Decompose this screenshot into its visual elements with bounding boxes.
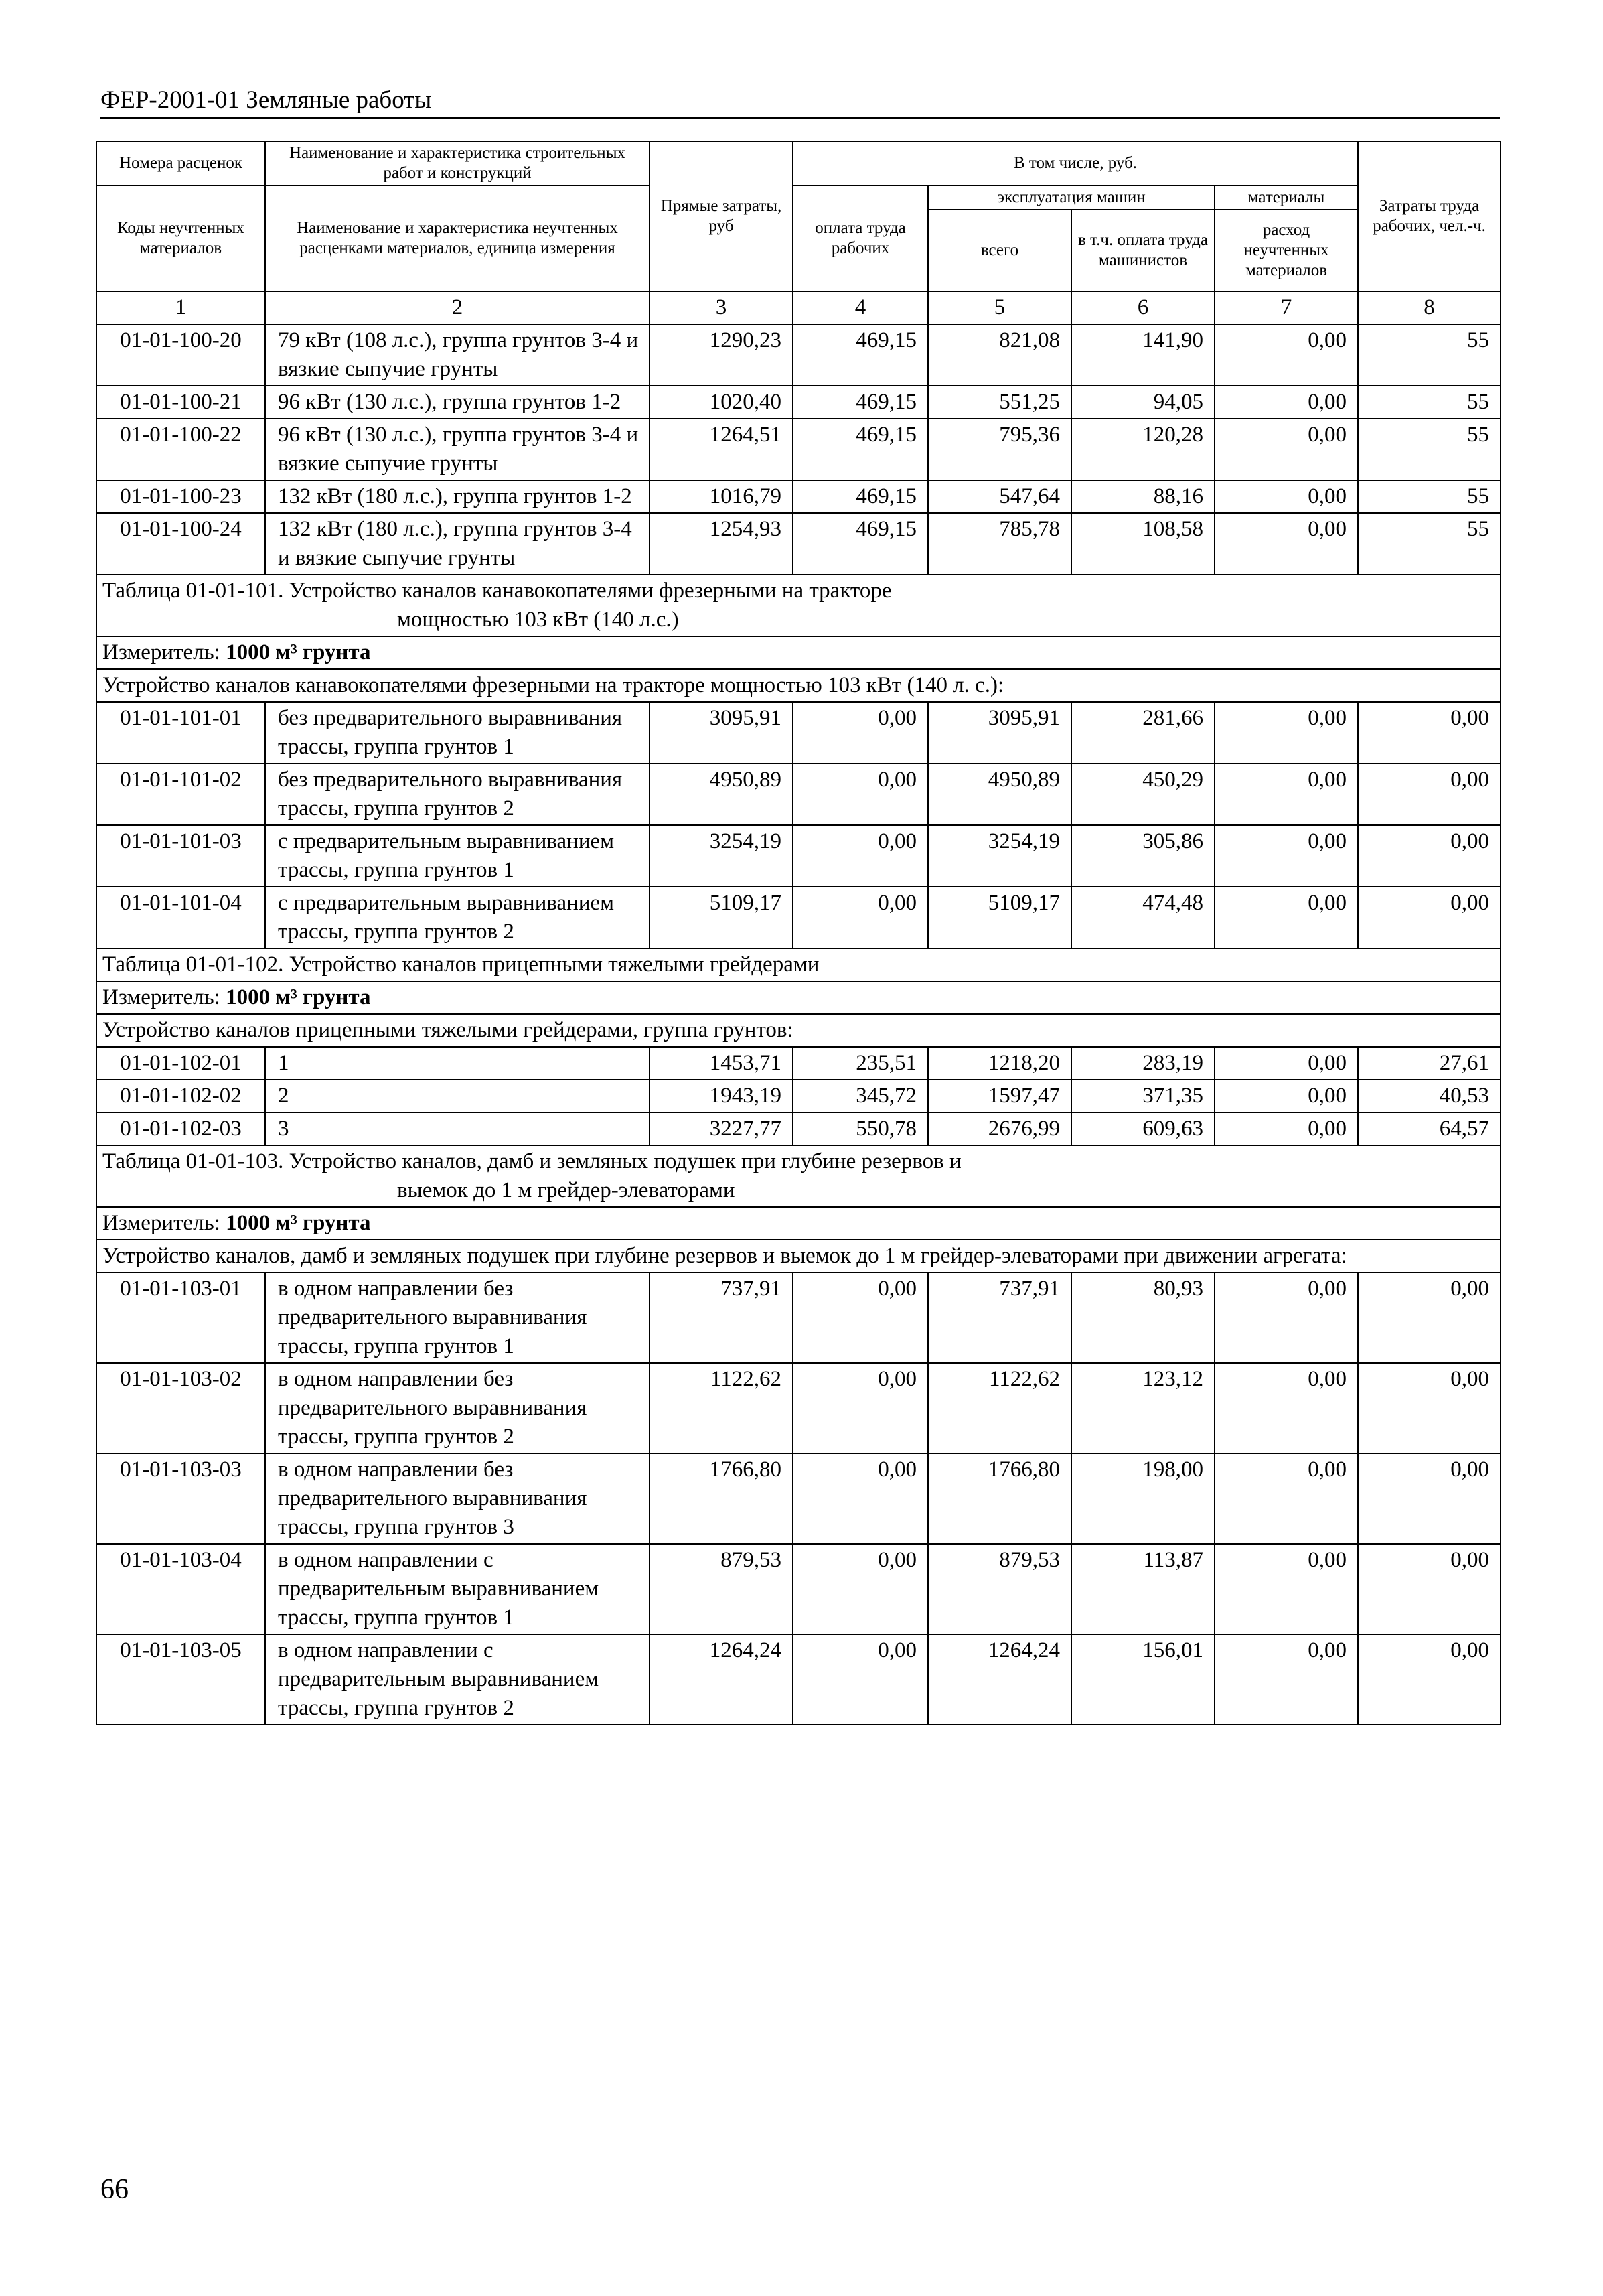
direct-costs: 3095,91 — [650, 702, 793, 764]
rate-description: 3 — [265, 1113, 650, 1145]
rates-table-frame — [96, 141, 1500, 2150]
labor-hours: 55 — [1358, 386, 1501, 419]
machine-total: 1264,24 — [928, 1634, 1071, 1725]
direct-costs: 1016,79 — [650, 480, 793, 513]
direct-costs: 5109,17 — [650, 887, 793, 948]
table-row — [96, 513, 1501, 575]
col-number: 6 — [1071, 291, 1215, 324]
labor-pay: 0,00 — [793, 1363, 928, 1453]
table-103 — [96, 1145, 1501, 1273]
header-rate-numbers: Номера расценок — [96, 141, 265, 186]
rate-description: 79 кВт (108 л.с.), группа грунтов 3-4 и вязкие сыпучие грунты — [265, 324, 650, 386]
table-103-title — [96, 1145, 1501, 1207]
rate-code: 01-01-103-01 — [96, 1273, 265, 1363]
materials: 0,00 — [1215, 480, 1358, 513]
rate-description: без предварительного выравнивания трассы, группа грунтов 2 — [265, 764, 650, 825]
materials: 0,00 — [1215, 1113, 1358, 1145]
materials: 0,00 — [1215, 1453, 1358, 1544]
header-machine-total: всего — [928, 210, 1071, 291]
rate-code: 01-01-100-20 — [96, 324, 265, 386]
labor-hours: 40,53 — [1358, 1080, 1501, 1113]
rate-code: 01-01-101-04 — [96, 887, 265, 948]
table-101-title — [96, 575, 1501, 636]
direct-costs: 1264,24 — [650, 1634, 793, 1725]
rate-description: 1 — [265, 1047, 650, 1080]
rate-code: 01-01-102-03 — [96, 1113, 265, 1145]
col-number: 2 — [265, 291, 650, 324]
labor-pay: 0,00 — [793, 1273, 928, 1363]
direct-costs: 879,53 — [650, 1544, 793, 1634]
rates-body-table — [96, 291, 1501, 1725]
materials: 0,00 — [1215, 764, 1358, 825]
meter-label: Измеритель: — [102, 640, 220, 664]
table-101-rows — [96, 702, 1501, 948]
labor-hours: 27,61 — [1358, 1047, 1501, 1080]
labor-pay: 469,15 — [793, 324, 928, 386]
rate-description: 132 кВт (180 л.с.), группа грунтов 1-2 — [265, 480, 650, 513]
table-101 — [96, 575, 1501, 702]
table-102-title — [96, 948, 1501, 981]
rate-description: без предварительного выравнивания трассы, группа грунтов 1 — [265, 702, 650, 764]
machine-total: 785,78 — [928, 513, 1071, 575]
table-103-group: Устройство каналов, дамб и земляных подушек при глубине резервов и выемок до 1 м грейдер-элеваторами при движении агрегата: — [96, 1240, 1501, 1273]
machine-labor: 474,48 — [1071, 887, 1215, 948]
materials: 0,00 — [1215, 1047, 1358, 1080]
col-number: 3 — [650, 291, 793, 324]
direct-costs: 737,91 — [650, 1273, 793, 1363]
machine-labor: 371,35 — [1071, 1080, 1215, 1113]
labor-hours: 55 — [1358, 480, 1501, 513]
machine-labor: 283,19 — [1071, 1047, 1215, 1080]
col-number: 8 — [1358, 291, 1501, 324]
machine-total: 2676,99 — [928, 1113, 1071, 1145]
table-row — [96, 419, 1501, 480]
machine-total: 5109,17 — [928, 887, 1071, 948]
machine-labor: 94,05 — [1071, 386, 1215, 419]
table-row — [96, 1363, 1501, 1453]
header-labor-pay: оплата труда рабочих — [793, 186, 928, 291]
materials: 0,00 — [1215, 1363, 1358, 1453]
table-row — [96, 1080, 1501, 1113]
machine-labor: 156,01 — [1071, 1634, 1215, 1725]
rate-description: в одном направлении с предварительным выравниванием трассы, группа грунтов 1 — [265, 1544, 650, 1634]
table-row — [96, 480, 1501, 513]
direct-costs: 1254,93 — [650, 513, 793, 575]
header-materials: материалы — [1215, 186, 1358, 210]
table-row — [96, 324, 1501, 386]
rate-code: 01-01-100-21 — [96, 386, 265, 419]
rate-description: с предварительным выравниванием трассы, группа грунтов 1 — [265, 825, 650, 887]
table-101-group: Устройство каналов канавокопателями фрезерными на тракторе мощностью 103 кВт (140 л. с.): — [96, 669, 1501, 702]
rate-code: 01-01-103-04 — [96, 1544, 265, 1634]
rate-code: 01-01-103-05 — [96, 1634, 265, 1725]
machine-total: 1597,47 — [928, 1080, 1071, 1113]
materials: 0,00 — [1215, 1273, 1358, 1363]
labor-hours: 0,00 — [1358, 764, 1501, 825]
machine-labor: 88,16 — [1071, 480, 1215, 513]
rate-code: 01-01-102-02 — [96, 1080, 265, 1113]
materials: 0,00 — [1215, 1544, 1358, 1634]
labor-pay: 0,00 — [793, 702, 928, 764]
labor-hours: 0,00 — [1358, 702, 1501, 764]
labor-hours: 0,00 — [1358, 1544, 1501, 1634]
materials: 0,00 — [1215, 513, 1358, 575]
table-row — [96, 1047, 1501, 1080]
machine-total: 1766,80 — [928, 1453, 1071, 1544]
meter-label: Измеритель: — [102, 985, 220, 1009]
labor-pay: 469,15 — [793, 513, 928, 575]
header-material-name: Наименование и характеристика неучтенных расценками материалов, единица измерения — [265, 186, 650, 291]
table-row — [96, 825, 1501, 887]
table-row — [96, 764, 1501, 825]
labor-pay: 235,51 — [793, 1047, 928, 1080]
materials: 0,00 — [1215, 1634, 1358, 1725]
labor-hours: 64,57 — [1358, 1113, 1501, 1145]
machine-labor: 123,12 — [1071, 1363, 1215, 1453]
labor-pay: 0,00 — [793, 764, 928, 825]
table-102-title-line1: Таблица 01-01-102. Устройство каналов прицепными тяжелыми грейдерами — [102, 952, 820, 977]
col-number: 7 — [1215, 291, 1358, 324]
table-102 — [96, 948, 1501, 1047]
rate-description: в одном направлении с предварительным выравниванием трассы, группа грунтов 2 — [265, 1634, 650, 1725]
direct-costs: 1264,51 — [650, 419, 793, 480]
page-number: 66 — [100, 2174, 129, 2205]
table-101-title-line1: Таблица 01-01-101. Устройство каналов канавокопателями фрезерными на тракторе — [102, 579, 892, 603]
table-row — [96, 1544, 1501, 1634]
labor-pay: 0,00 — [793, 825, 928, 887]
table-row — [96, 887, 1501, 948]
table-101-title-line2: мощностью 103 кВт (140 л.с.) — [397, 607, 679, 632]
labor-hours: 0,00 — [1358, 825, 1501, 887]
materials: 0,00 — [1215, 825, 1358, 887]
labor-hours: 0,00 — [1358, 1634, 1501, 1725]
rate-code: 01-01-101-01 — [96, 702, 265, 764]
rate-description: в одном направлении без предварительного выравнивания трассы, группа грунтов 2 — [265, 1363, 650, 1453]
rate-code: 01-01-103-02 — [96, 1363, 265, 1453]
rate-description: 96 кВт (130 л.с.), группа грунтов 3-4 и вязкие сыпучие грунты — [265, 419, 650, 480]
labor-hours: 0,00 — [1358, 887, 1501, 948]
rate-description: 2 — [265, 1080, 650, 1113]
machine-total: 795,36 — [928, 419, 1071, 480]
labor-hours: 55 — [1358, 324, 1501, 386]
labor-pay: 469,15 — [793, 419, 928, 480]
materials: 0,00 — [1215, 419, 1358, 480]
machine-total: 1122,62 — [928, 1363, 1071, 1453]
machine-total: 3254,19 — [928, 825, 1071, 887]
table-102-group: Устройство каналов прицепными тяжелыми грейдерами, группа грунтов: — [96, 1014, 1501, 1047]
materials: 0,00 — [1215, 702, 1358, 764]
rate-description: 132 кВт (180 л.с.), группа грунтов 3-4 и вязкие сыпучие грунты — [265, 513, 650, 575]
direct-costs: 1020,40 — [650, 386, 793, 419]
page-header — [100, 84, 1500, 119]
table-100-rows — [96, 324, 1501, 575]
table-row — [96, 1273, 1501, 1363]
labor-hours: 55 — [1358, 513, 1501, 575]
direct-costs: 1122,62 — [650, 1363, 793, 1453]
machine-labor: 108,58 — [1071, 513, 1215, 575]
labor-pay: 345,72 — [793, 1080, 928, 1113]
machine-labor: 198,00 — [1071, 1453, 1215, 1544]
direct-costs: 1766,80 — [650, 1453, 793, 1544]
rate-code: 01-01-102-01 — [96, 1047, 265, 1080]
materials: 0,00 — [1215, 1080, 1358, 1113]
machine-labor: 281,66 — [1071, 702, 1215, 764]
machine-total: 879,53 — [928, 1544, 1071, 1634]
machine-total: 3095,91 — [928, 702, 1071, 764]
machine-total: 821,08 — [928, 324, 1071, 386]
header-direct-costs: Прямые затраты, руб — [650, 141, 793, 291]
header-codes: Коды неучтенных материалов — [96, 186, 265, 291]
meter-value: 1000 м³ грунта — [226, 985, 371, 1009]
machine-labor: 120,28 — [1071, 419, 1215, 480]
machine-total: 1218,20 — [928, 1047, 1071, 1080]
table-row — [96, 1453, 1501, 1544]
header-work-name: Наименование и характеристика строительных работ и конструкций — [265, 141, 650, 186]
rate-code: 01-01-103-03 — [96, 1453, 265, 1544]
machine-labor: 113,87 — [1071, 1544, 1215, 1634]
machine-labor: 450,29 — [1071, 764, 1215, 825]
meter-label: Измеритель: — [102, 1211, 220, 1235]
rate-code: 01-01-100-23 — [96, 480, 265, 513]
labor-pay: 550,78 — [793, 1113, 928, 1145]
rate-code: 01-01-100-22 — [96, 419, 265, 480]
table-101-meter — [96, 636, 1501, 669]
direct-costs: 3254,19 — [650, 825, 793, 887]
table-row — [96, 1113, 1501, 1145]
machine-total: 547,64 — [928, 480, 1071, 513]
table-102-meter — [96, 981, 1501, 1014]
meter-value: 1000 м³ грунта — [226, 640, 371, 664]
col-number: 1 — [96, 291, 265, 324]
labor-hours: 0,00 — [1358, 1453, 1501, 1544]
materials: 0,00 — [1215, 324, 1358, 386]
table-row — [96, 1634, 1501, 1725]
labor-hours: 55 — [1358, 419, 1501, 480]
table-102-rows — [96, 1047, 1501, 1145]
col-number: 5 — [928, 291, 1071, 324]
rate-code: 01-01-100-24 — [96, 513, 265, 575]
column-header-table — [96, 141, 1501, 292]
machine-labor: 141,90 — [1071, 324, 1215, 386]
table-row — [96, 702, 1501, 764]
rate-code: 01-01-101-03 — [96, 825, 265, 887]
direct-costs: 1453,71 — [650, 1047, 793, 1080]
rate-description: в одном направлении без предварительного выравнивания трассы, группа грунтов 1 — [265, 1273, 650, 1363]
machine-total: 737,91 — [928, 1273, 1071, 1363]
table-103-rows — [96, 1273, 1501, 1725]
machine-labor: 305,86 — [1071, 825, 1215, 887]
header-machine-labor: в т.ч. оплата труда машинистов — [1071, 210, 1215, 291]
labor-hours: 0,00 — [1358, 1363, 1501, 1453]
labor-pay: 0,00 — [793, 1453, 928, 1544]
labor-pay: 0,00 — [793, 887, 928, 948]
header-labor-costs: Затраты труда рабочих, чел.-ч. — [1358, 141, 1501, 291]
direct-costs: 3227,77 — [650, 1113, 793, 1145]
labor-hours: 0,00 — [1358, 1273, 1501, 1363]
header-machine-operation: эксплуатация машин — [928, 186, 1215, 210]
rate-code: 01-01-101-02 — [96, 764, 265, 825]
col-number: 4 — [793, 291, 928, 324]
labor-pay: 0,00 — [793, 1634, 928, 1725]
header-materials-consumption: расход неучтенных материалов — [1215, 210, 1358, 291]
direct-costs: 1943,19 — [650, 1080, 793, 1113]
labor-pay: 469,15 — [793, 386, 928, 419]
column-number-row — [96, 291, 1501, 324]
rate-description: с предварительным выравниванием трассы, группа грунтов 2 — [265, 887, 650, 948]
table-103-title-line1: Таблица 01-01-103. Устройство каналов, дамб и земляных подушек при глубине резервов и — [102, 1149, 962, 1173]
document-title: ФЕР-2001-01 Земляные работы — [100, 86, 432, 114]
labor-pay: 469,15 — [793, 480, 928, 513]
table-103-meter — [96, 1207, 1501, 1240]
rate-description: 96 кВт (130 л.с.), группа грунтов 1-2 — [265, 386, 650, 419]
rate-description: в одном направлении без предварительного выравнивания трассы, группа грунтов 3 — [265, 1453, 650, 1544]
machine-total: 4950,89 — [928, 764, 1071, 825]
header-including: В том числе, руб. — [793, 141, 1358, 186]
materials: 0,00 — [1215, 386, 1358, 419]
table-row — [96, 386, 1501, 419]
table-103-title-line2: выемок до 1 м грейдер-элеваторами — [397, 1178, 735, 1202]
direct-costs: 1290,23 — [650, 324, 793, 386]
direct-costs: 4950,89 — [650, 764, 793, 825]
machine-labor: 80,93 — [1071, 1273, 1215, 1363]
meter-value: 1000 м³ грунта — [226, 1211, 371, 1235]
machine-total: 551,25 — [928, 386, 1071, 419]
machine-labor: 609,63 — [1071, 1113, 1215, 1145]
materials: 0,00 — [1215, 887, 1358, 948]
labor-pay: 0,00 — [793, 1544, 928, 1634]
